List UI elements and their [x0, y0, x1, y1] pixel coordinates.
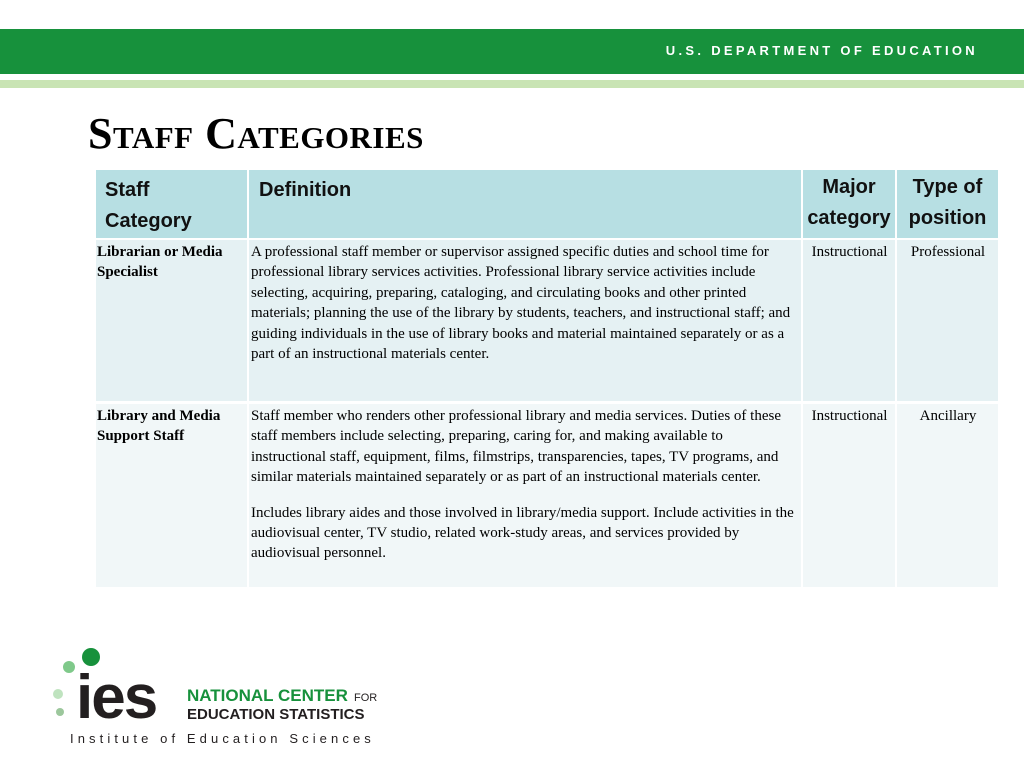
logo-national-center: NATIONAL CENTER [187, 686, 348, 705]
definition-cell [249, 404, 801, 587]
ies-wordmark: ies [76, 663, 157, 732]
position-type-cell: Professional [897, 240, 998, 404]
logo-for: FOR [354, 692, 378, 704]
logo-dot [63, 661, 75, 673]
column-header-staff-category: Staff Category [96, 170, 247, 240]
department-name: U.S. DEPARTMENT OF EDUCATION [665, 43, 978, 58]
definition-paragraph: A professional staff member or supervisor assigned specific duties and school time for professional library services activities. Professional library service activities include selecting, acquiring, preparing, cataloging, and circulating books and other printed materials; planning the use of the library by students, teachers, and instructional staff; and guiding individuals in the use of library books and material maintained separately or as a part of an instructional materials center. [251, 244, 791, 363]
column-header-definition: Definition [249, 170, 801, 240]
header-banner [0, 29, 1024, 74]
staff-category-cell: Librarian or Media Specialist [96, 240, 247, 404]
column-header-position-type: Type of position [897, 170, 998, 240]
definition-paragraph: Staff member who renders other professional library and media services. Duties of these staff members include selecting, preparing, caring for, and making available to instructional staff, equipment, films, filmstrips, transparencies, tapes, TV programs, and similar materials maintained separately or as part of an instructional materials center. [251, 408, 781, 486]
logo-dot [53, 689, 63, 699]
staff-category-cell: Library and Media Support Staff [96, 404, 247, 587]
ies-nces-logo [50, 648, 390, 748]
definition-cell [249, 240, 801, 404]
major-category-cell: Instructional [803, 240, 895, 404]
major-category-cell: Instructional [803, 404, 895, 587]
slide-title: Staff Categories [88, 109, 424, 158]
table-header-row [96, 170, 998, 240]
logo-education-statistics: EDUCATION STATISTICS [187, 706, 365, 723]
definition-paragraph: Includes library aides and those involved in library/media support. Include activities in the audiovisual center, TV studio, related work-study areas, and services provided by audiovisual personnel. [251, 504, 794, 562]
position-type-cell: Ancillary [897, 404, 998, 587]
column-header-major-category: Major category [803, 170, 895, 240]
table-row [96, 240, 998, 404]
table-row [96, 404, 998, 587]
staff-categories-table [94, 170, 1000, 587]
logo-tagline: Institute of Education Sciences [70, 731, 375, 746]
logo-dot [56, 708, 64, 716]
header-stripe [0, 80, 1024, 88]
